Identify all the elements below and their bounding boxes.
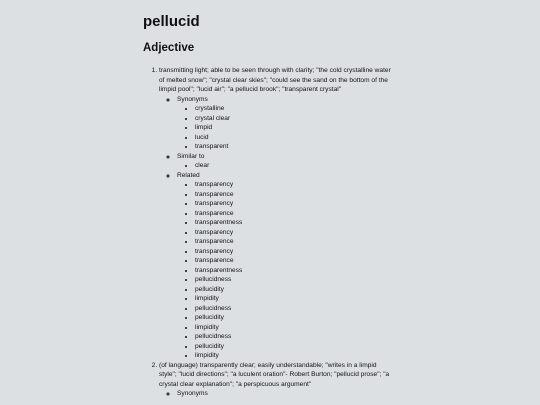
- related-word: • crystalline: [195, 104, 393, 114]
- related-word: • transparency: [195, 228, 393, 238]
- sense-item: [159, 361, 393, 399]
- sense-item: [159, 66, 393, 361]
- related-word: • pellucidity: [195, 342, 393, 352]
- related-word: • transparency: [195, 199, 393, 209]
- entry-word: pellucid: [143, 13, 200, 30]
- sense-definition: transmitting light; able to be seen through with clarity; "the cold crystalline water of melted snow"; "crystal clear skies"; "could see the sand on the bottom of the limpid pool"; "lucid air"; "a pellucid brook"; "transparent crystal": [159, 67, 391, 93]
- related-word: • transparency: [195, 247, 393, 257]
- related-word: • transparence: [195, 256, 393, 266]
- sense-definition: (of language) transparently clear; easily understandable; "writes in a limpid style"; "lucid directions"; "a luculent oration"- Robert Burton; "pellucid prose"; "a crystal clear explanation"; "a perspicuous argument": [159, 361, 390, 388]
- related-word: • crystal clear: [195, 114, 393, 124]
- relation-group-list: [159, 95, 393, 361]
- related-word: • transparentness: [195, 218, 393, 228]
- related-word-list: [177, 104, 393, 152]
- related-word: • transparence: [195, 190, 393, 200]
- related-word: • pellucidness: [195, 332, 393, 342]
- related-word: • transparence: [195, 209, 393, 219]
- related-word: • limpidity: [195, 323, 393, 333]
- related-word: • transparent: [195, 142, 393, 152]
- relation-group: [177, 95, 393, 152]
- related-word: • limpid: [195, 123, 393, 133]
- related-word: • pellucidity: [195, 285, 393, 295]
- related-word: • transparentness: [195, 266, 393, 276]
- relation-group-label: Synonyms: [177, 390, 208, 397]
- relation-group: [177, 389, 393, 399]
- related-word: • clear: [195, 161, 393, 171]
- related-word-list: [177, 180, 393, 361]
- dictionary-entry: [143, 0, 393, 399]
- related-word: • transparence: [195, 237, 393, 247]
- relation-group: [177, 171, 393, 361]
- relation-group-label: Synonyms: [177, 95, 208, 103]
- related-word: • pellucidness: [195, 304, 393, 314]
- related-word: • pellucidity: [195, 313, 393, 323]
- relation-group-label: Related: [177, 171, 200, 179]
- sense-list: [143, 66, 393, 399]
- related-word: • lucid: [195, 133, 393, 143]
- related-word: • transparency: [195, 180, 393, 190]
- relation-group-label: Similar to: [177, 152, 205, 160]
- part-of-speech-heading: Adjective: [143, 42, 195, 54]
- relation-group: [177, 152, 393, 171]
- related-word: • limpidity: [195, 351, 393, 361]
- relation-group-list: [159, 389, 393, 399]
- related-word: • pellucidness: [195, 275, 393, 285]
- related-word-list: [177, 161, 393, 171]
- related-word: • limpidity: [195, 294, 393, 304]
